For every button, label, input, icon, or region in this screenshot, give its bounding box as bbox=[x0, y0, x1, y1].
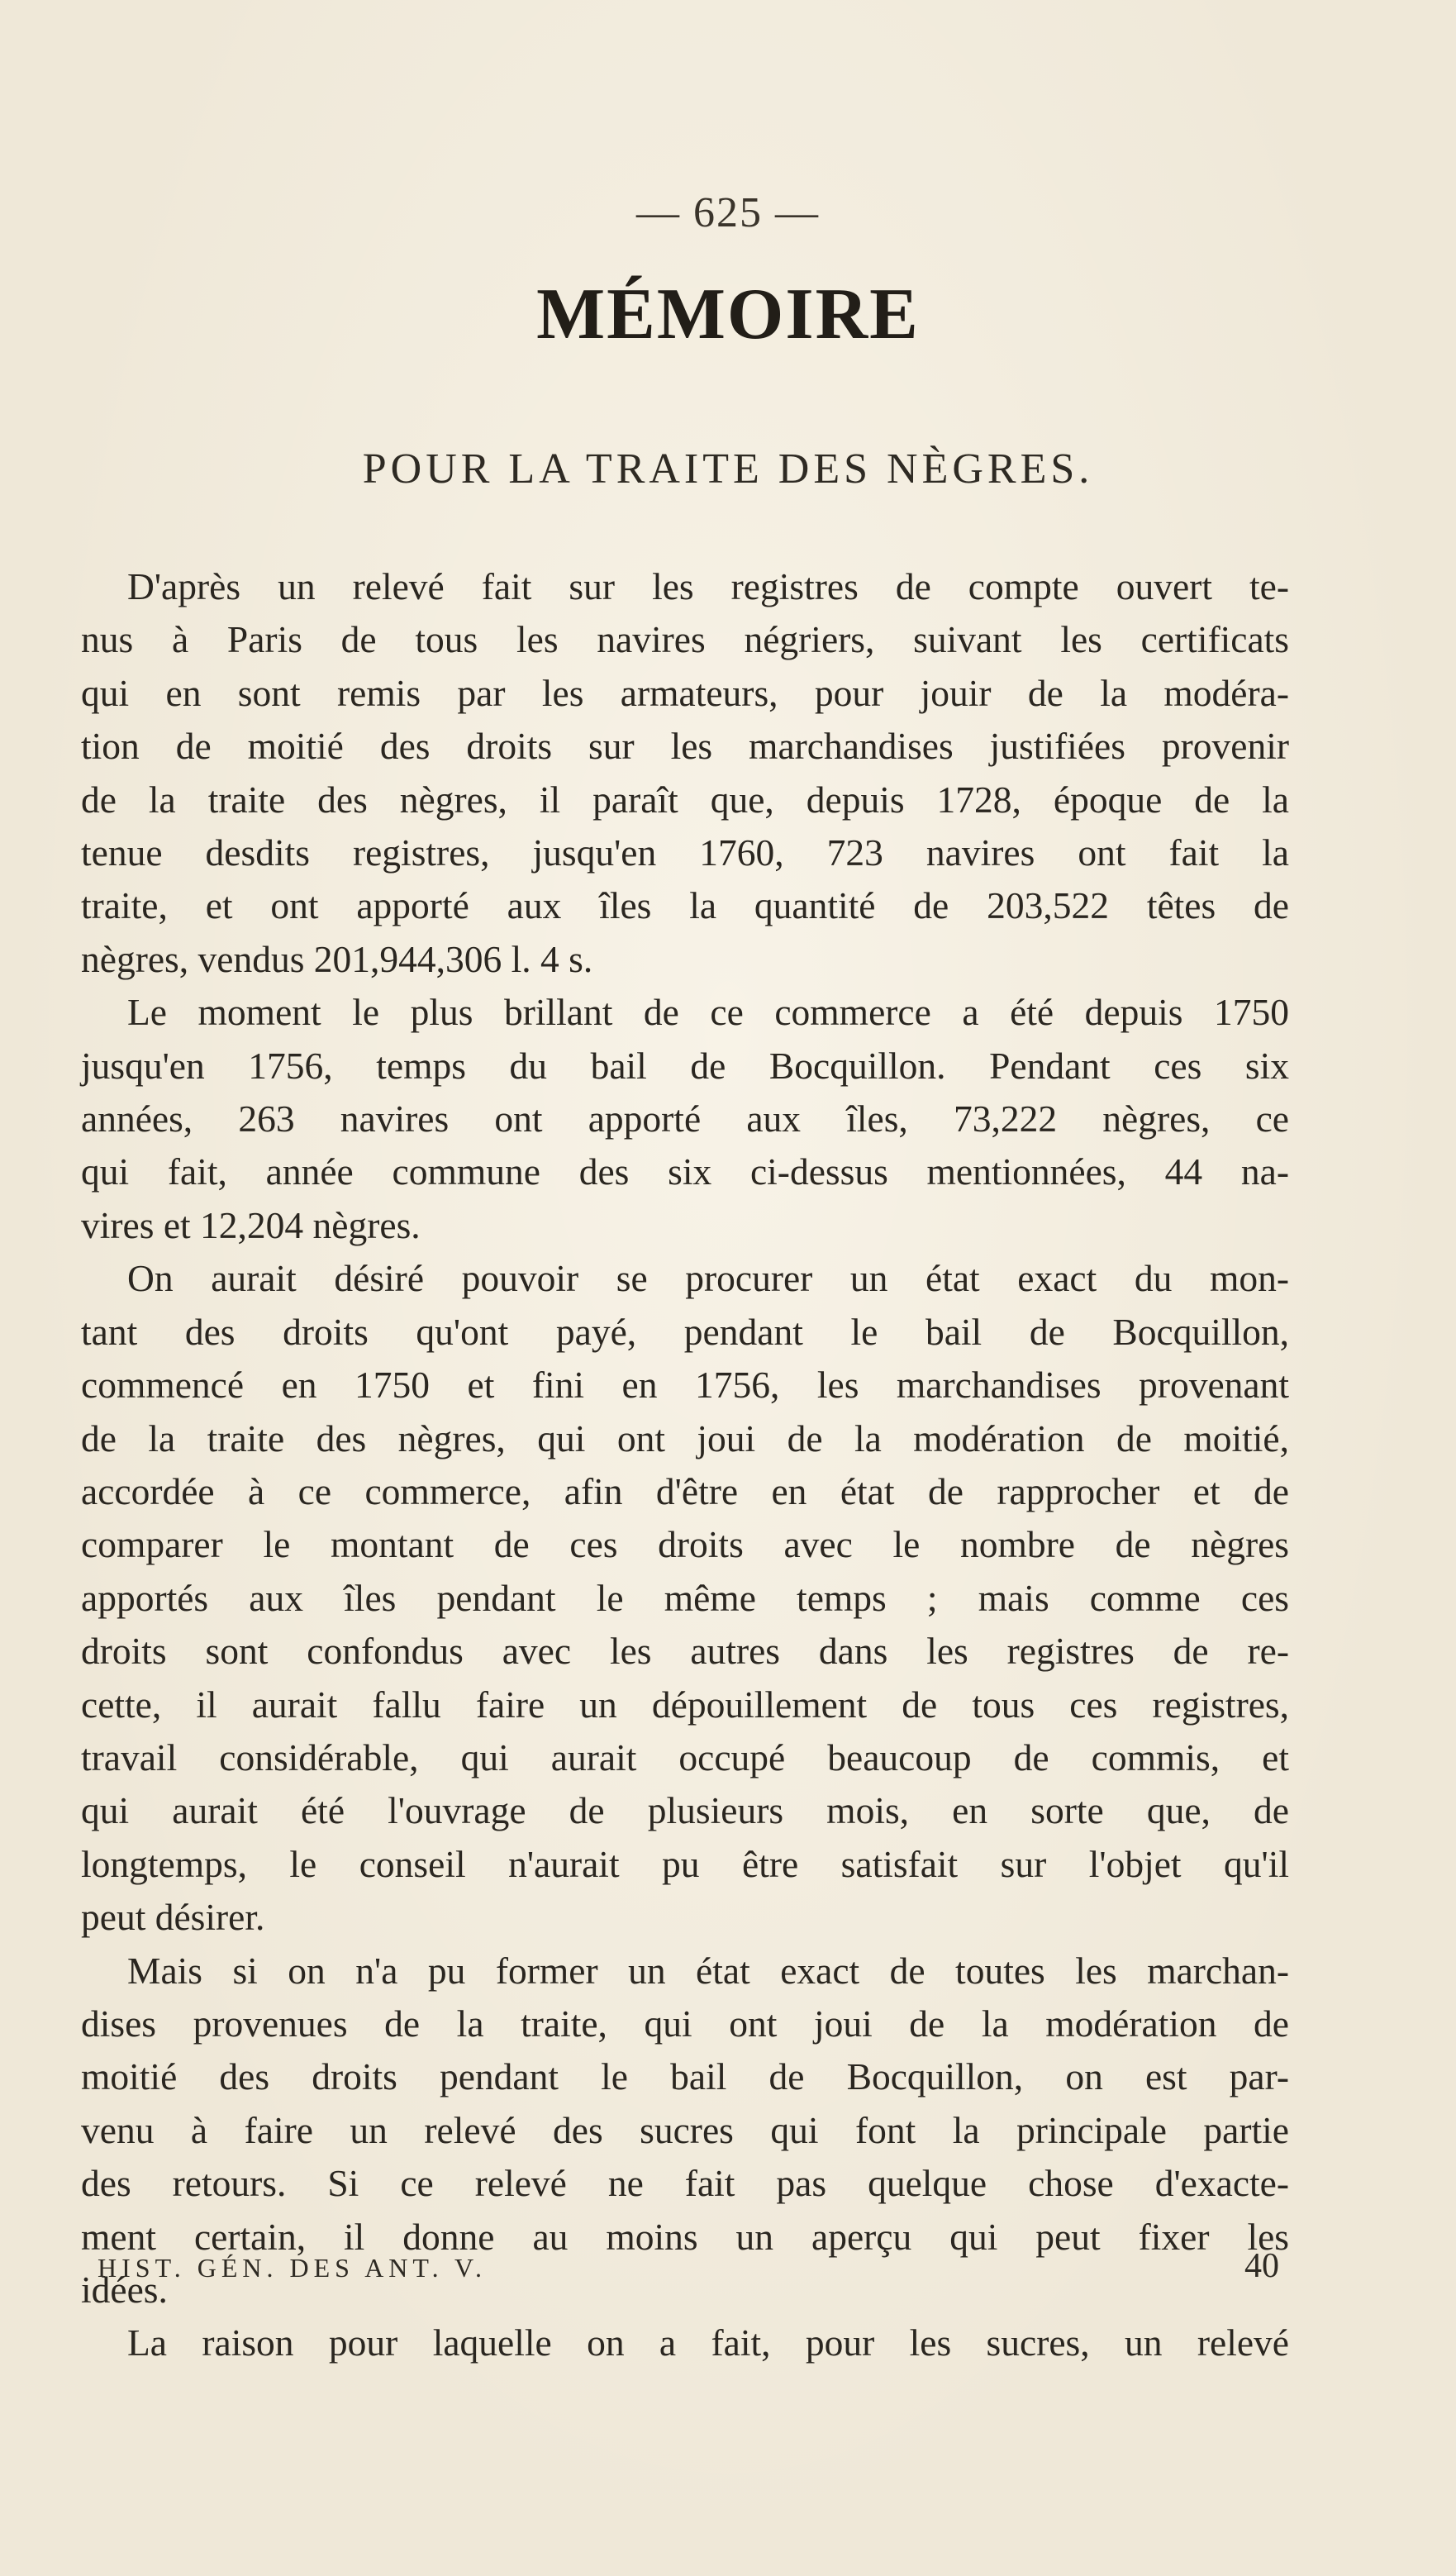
page-number: — 625 — bbox=[636, 189, 820, 236]
text-line: travail considérable, qui aurait occupé beaucoup de commis, et bbox=[81, 1736, 1289, 1778]
text-line: peut désirer. bbox=[81, 1896, 265, 1939]
text-line: tant des droits qu'ont payé, pendant le bail de Bocquillon, bbox=[81, 1310, 1289, 1353]
text-line: nègres, vendus 201,944,306 l. 4 s. bbox=[81, 937, 593, 980]
text-line: commencé en 1750 et fini en 1756, les marchandises provenant bbox=[81, 1364, 1289, 1407]
text-line: tenue desdits registres, jusqu'en 1760, 723 navires ont fait la bbox=[81, 831, 1289, 874]
text-line: années, 263 navires ont apporté aux îles, 73,222 nègres, ce bbox=[81, 1098, 1289, 1140]
text-line: moitié des droits pendant le bail de Bocquillon, on est par- bbox=[81, 2055, 1289, 2098]
text-line: accordée à ce commerce, afin d'être en état de rapprocher et de bbox=[81, 1469, 1289, 1512]
text-line: La raison pour laquelle on a fait, pour les sucres, un relevé bbox=[127, 2321, 1289, 2364]
text-line: apportés aux îles pendant le même temps ; mais comme ces bbox=[81, 1576, 1289, 1619]
text-line: droits sont confondus avec les autres dans les registres de re- bbox=[81, 1630, 1289, 1673]
text-line: vires et 12,204 nègres. bbox=[81, 1203, 421, 1246]
text-line: cette, il aurait fallu faire un dépouillement de tous ces registres, bbox=[81, 1683, 1289, 1726]
text-line: de la traite des nègres, il paraît que, depuis 1728, époque de la bbox=[81, 778, 1289, 821]
text-line: D'après un relevé fait sur les registres de compte ouvert te- bbox=[127, 565, 1289, 607]
text-line: venu à faire un relevé des sucres qui font la principale partie bbox=[81, 2108, 1289, 2151]
text-line: longtemps, le conseil n'aurait pu être satisfait sur l'objet qu'il bbox=[81, 1842, 1289, 1885]
footer-sheet-number: 40 bbox=[1244, 2247, 1279, 2285]
text-line: ment certain, il donne au moins un aperçu qui peut fixer les bbox=[81, 2215, 1289, 2258]
footer-signature: HIST. GÉN. DES ANT. V. bbox=[98, 2253, 487, 2283]
text-line: idées. bbox=[81, 2269, 168, 2311]
text-line: Le moment le plus brillant de ce commerce a été depuis 1750 bbox=[127, 991, 1289, 1034]
text-line: nus à Paris de tous les navires négriers, suivant les certificats bbox=[81, 618, 1289, 661]
page-footer bbox=[81, 2246, 1289, 2296]
text-line: de la traite des nègres, qui ont joui de la modération de moitié, bbox=[81, 1417, 1289, 1459]
text-line: qui en sont remis par les armateurs, pour jouir de la modéra- bbox=[81, 671, 1289, 714]
text-line: jusqu'en 1756, temps du bail de Bocquillon. Pendant ces six bbox=[81, 1044, 1289, 1087]
text-line: traite, et ont apporté aux îles la quantité de 203,522 têtes de bbox=[81, 884, 1289, 927]
text-line: qui fait, année commune des six ci-dessus mentionnées, 44 na- bbox=[81, 1150, 1289, 1193]
page-title: MÉMOIRE bbox=[536, 274, 920, 355]
page-subtitle: POUR LA TRAITE DES NÈGRES. bbox=[362, 445, 1094, 493]
text-line: dises provenues de la traite, qui ont joui de la modération de bbox=[81, 2002, 1289, 2045]
text-line: qui aurait été l'ouvrage de plusieurs mois, en sorte que, de bbox=[81, 1789, 1289, 1832]
text-line: Mais si on n'a pu former un état exact de toutes les marchan- bbox=[127, 1949, 1289, 1992]
text-line: des retours. Si ce relevé ne fait pas quelque chose d'exacte- bbox=[81, 2162, 1289, 2205]
text-line: tion de moitié des droits sur les marchandises justifiées provenir bbox=[81, 725, 1289, 768]
text-line: comparer le montant de ces droits avec le nombre de nègres bbox=[81, 1523, 1289, 1566]
text-line: On aurait désiré pouvoir se procurer un état exact du mon- bbox=[127, 1257, 1289, 1300]
body-text bbox=[81, 560, 1289, 2370]
